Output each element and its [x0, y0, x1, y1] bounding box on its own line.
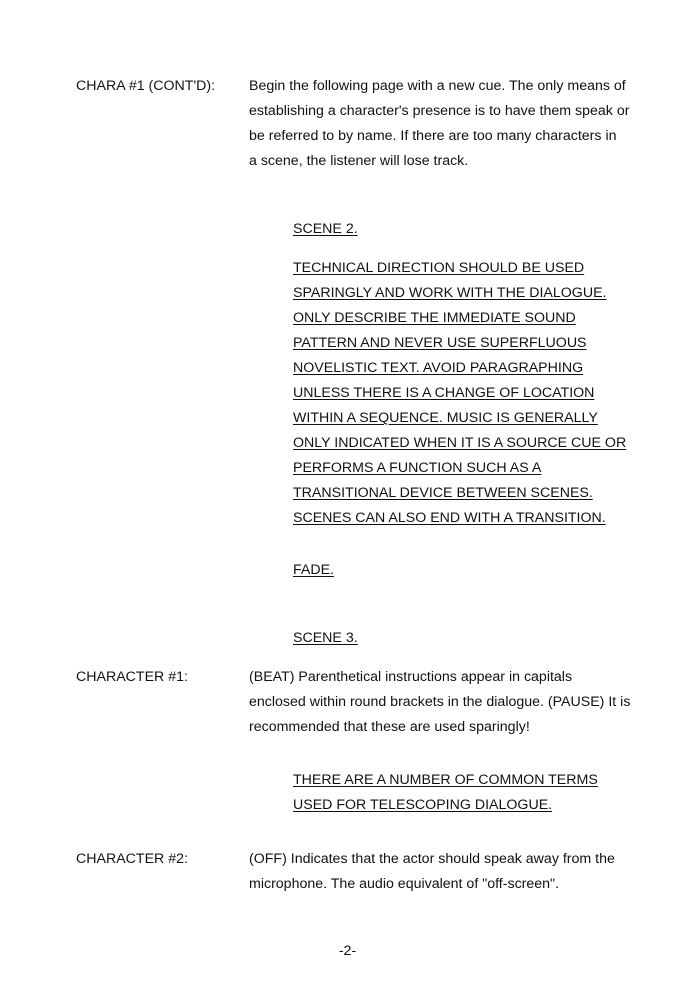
technical-direction: [293, 768, 653, 818]
direction-line: NOVELISTIC TEXT. AVOID PARAGRAPHING: [293, 360, 584, 376]
transition: [293, 558, 653, 583]
dialogue-text: [249, 665, 649, 740]
dialogue-line: enclosed within round brackets in the dialogue. (PAUSE) It is: [249, 694, 631, 710]
dialogue-line: Begin the following page with a new cue. The only means of: [249, 78, 626, 94]
direction-line: UNLESS THERE IS A CHANGE OF LOCATION: [293, 385, 595, 401]
direction-line: SPARINGLY AND WORK WITH THE DIALOGUE.: [293, 285, 607, 301]
dialogue-line: (OFF) Indicates that the actor should speak away from the: [249, 851, 615, 867]
page-number: -2-: [338, 943, 357, 959]
character-cue: CHARACTER #2:: [76, 851, 188, 867]
scene-heading: [293, 217, 653, 242]
direction-line: ONLY INDICATED WHEN IT IS A SOURCE CUE OR: [293, 435, 627, 451]
direction-line: WITHIN A SEQUENCE. MUSIC IS GENERALLY: [293, 410, 598, 426]
direction-line: PERFORMS A FUNCTION SUCH AS A: [293, 460, 542, 476]
scene-heading-text: SCENE 3.: [293, 630, 358, 646]
direction-line: SCENES CAN ALSO END WITH A TRANSITION.: [293, 510, 606, 526]
scene-heading-text: SCENE 2.: [293, 221, 358, 237]
dialogue-line: recommended that these are used sparingly!: [249, 719, 530, 735]
character-cue: CHARA #1 (CONT'D):: [76, 78, 216, 94]
character-cue: CHARACTER #1:: [76, 669, 188, 685]
direction-line: TECHNICAL DIRECTION SHOULD BE USED: [293, 260, 585, 276]
dialogue-line: be referred to by name. If there are too many characters in: [249, 128, 617, 144]
technical-direction: [293, 256, 653, 531]
direction-line: PATTERN AND NEVER USE SUPERFLUOUS: [293, 335, 587, 351]
transition-text: FADE.: [293, 562, 334, 578]
direction-line: TRANSITIONAL DEVICE BETWEEN SCENES.: [293, 485, 593, 501]
direction-line: ONLY DESCRIBE THE IMMEDIATE SOUND: [293, 310, 576, 326]
dialogue-line: (BEAT) Parenthetical instructions appear in capitals: [249, 669, 573, 685]
dialogue-line: establishing a character's presence is to have them speak or: [249, 103, 630, 119]
dialogue-text: [249, 847, 649, 897]
dialogue-line: a scene, the listener will lose track.: [249, 153, 469, 169]
dialogue-line: microphone. The audio equivalent of "off-screen".: [249, 876, 560, 892]
direction-line: USED FOR TELESCOPING DIALOGUE.: [293, 797, 553, 813]
scene-heading: [293, 626, 653, 651]
direction-line: THERE ARE A NUMBER OF COMMON TERMS: [293, 772, 598, 788]
dialogue-text: [249, 74, 649, 174]
